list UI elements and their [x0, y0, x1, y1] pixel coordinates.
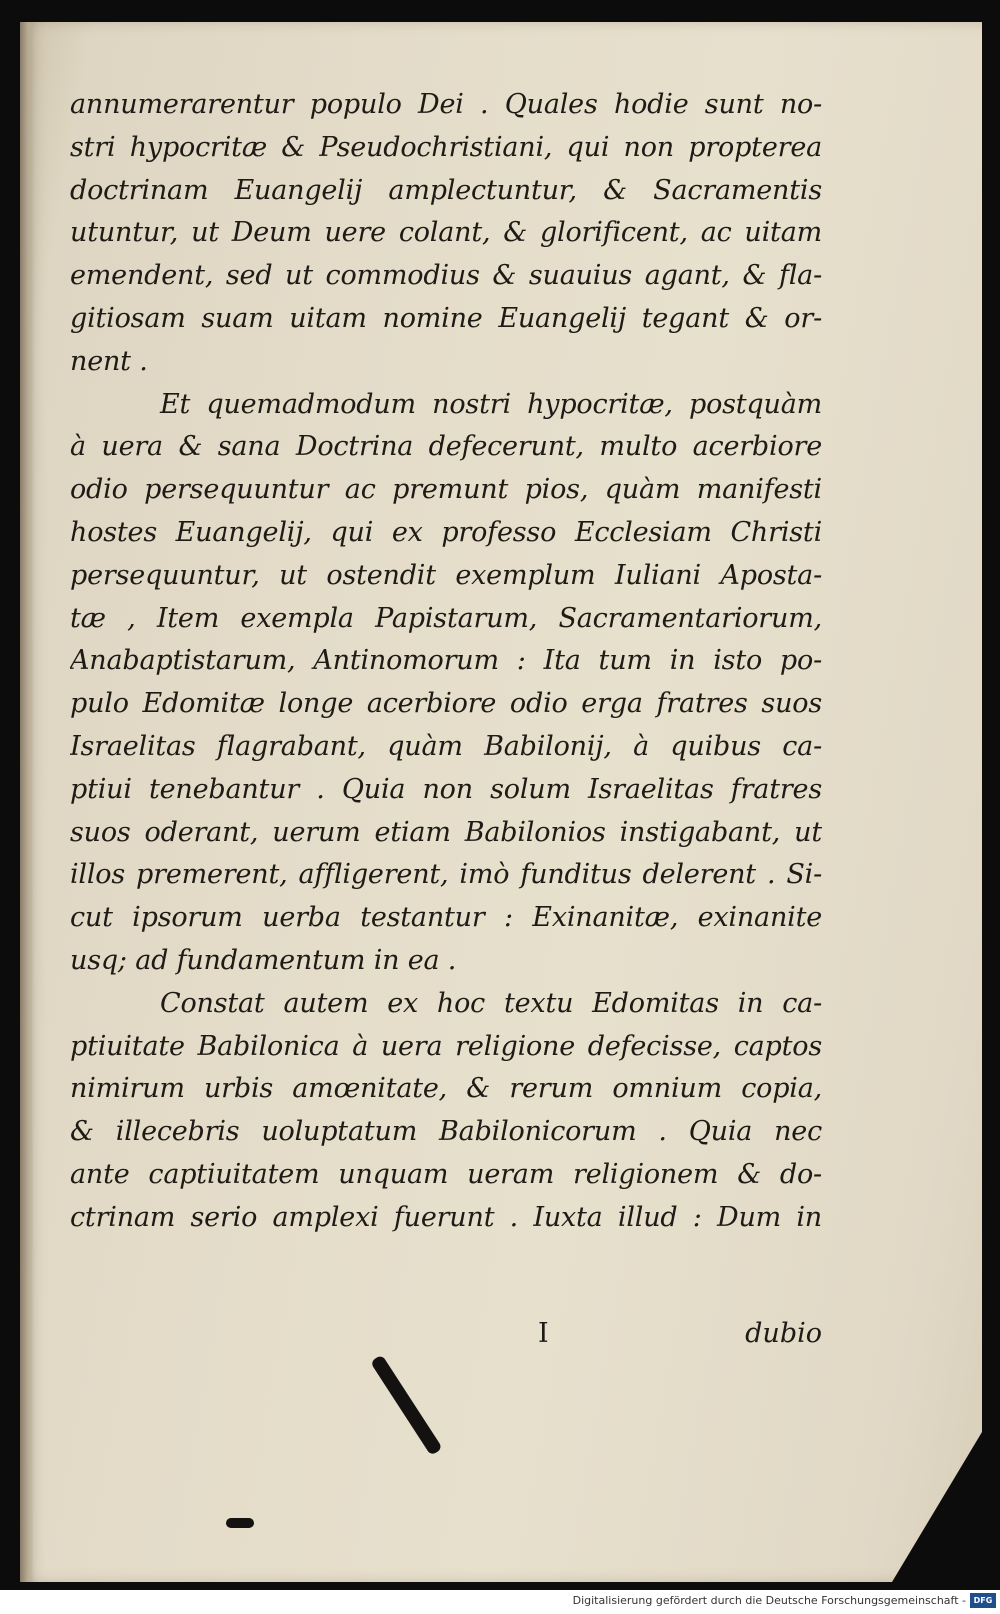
dfg-logo-icon: DFG — [970, 1593, 996, 1608]
funding-credit: Digitalisierung gefördert durch die Deutsche Forschungsgemeinschaft - — [572, 1594, 966, 1607]
text-line: ctrinam serio amplexi fuerunt . Iuxta illud : Dum in — [70, 1201, 822, 1233]
text-line: cut ipsorum uerba testantur : Exinanitæ, exinanite — [70, 902, 822, 934]
text-line: pulo Edomitæ longe acerbiore odio erga fratres suos — [70, 688, 822, 720]
text-line: à uera & sana Doctrina defecerunt, multo acerbiore — [70, 431, 822, 463]
text-line: nimirum urbis amœnitate, & rerum omnium copia, — [70, 1073, 822, 1105]
text-line: doctrinam Euangelij amplectuntur, & Sacramentis — [70, 174, 822, 206]
ink-blot — [226, 1518, 254, 1528]
body-text — [70, 84, 822, 1240]
text-line: ante captiuitatem unquam ueram religionem & do- — [70, 1158, 822, 1190]
text-line: usq; ad fundamentum in ea . — [70, 944, 457, 976]
text-line: illos premerent, affligerent, imò funditus delerent . Si- — [70, 859, 822, 891]
paragraph-start-line: Et quemadmodum nostri hypocritæ, postquàm — [160, 388, 822, 420]
signature-mark: I — [538, 1318, 549, 1349]
text-line: Anabaptistarum, Antinomorum : Ita tum in isto po- — [70, 645, 822, 677]
page-footer — [70, 1318, 822, 1362]
credit-bar — [0, 1590, 1000, 1614]
text-line: & illecebris uoluptatum Babilonicorum . Quia nec — [70, 1116, 822, 1148]
catchword: dubio — [745, 1318, 822, 1349]
paragraph-start-line: Constat autem ex hoc textu Edomitas in ca- — [160, 987, 822, 1019]
text-line: ptiuitate Babilonica à uera religione defecisse, captos — [70, 1030, 822, 1062]
text-line: odio persequuntur ac premunt pios, quàm manifesti — [70, 474, 822, 506]
text-line: stri hypocritæ & Pseudochristiani, qui non propterea — [70, 131, 822, 163]
text-line: suos oderant, uerum etiam Babilonios instigabant, ut — [70, 816, 822, 848]
text-line: Israelitas flagrabant, quàm Babilonij, à quibus ca- — [70, 730, 822, 762]
text-line: persequuntur, ut ostendit exemplum Iuliani Aposta- — [70, 559, 822, 591]
text-line: tæ , Item exempla Papistarum, Sacramentariorum, — [70, 602, 822, 634]
page-gutter-shadow — [20, 22, 34, 1582]
text-line: hostes Euangelij, qui ex professo Ecclesiam Christi — [70, 516, 822, 548]
text-line: gitiosam suam uitam nomine Euangelij tegant & or- — [70, 302, 822, 334]
torn-corner — [892, 1432, 982, 1582]
text-line: nent . — [70, 345, 148, 377]
text-line: utuntur, ut Deum uere colant, & glorificent, ac uitam — [70, 217, 822, 249]
text-line: emendent, sed ut commodius & suauius agant, & fla- — [70, 260, 822, 292]
text-line: ptiui tenebantur . Quia non solum Israelitas fratres — [70, 773, 822, 805]
text-line: annumerarentur populo Dei . Quales hodie sunt no- — [70, 89, 822, 120]
